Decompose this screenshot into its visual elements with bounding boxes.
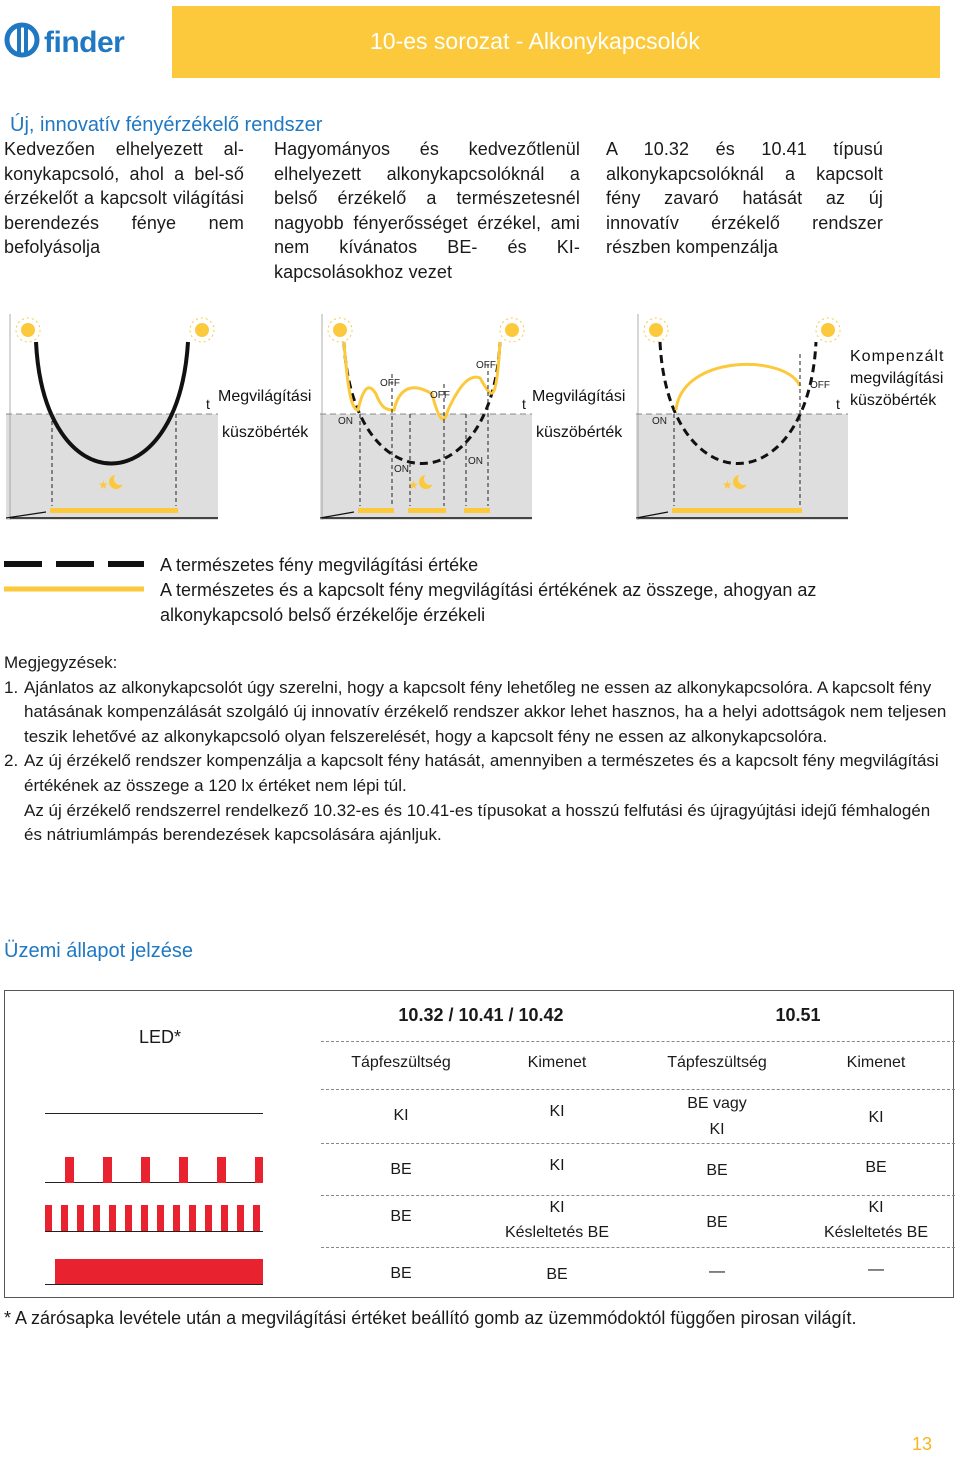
table-cell: BE [390, 1208, 412, 1225]
diagram-compensated-graph [636, 314, 848, 520]
table-cell: BE vagy [687, 1095, 747, 1112]
column-header: Kimenet [527, 1054, 587, 1071]
status-table [4, 990, 954, 1298]
note-text: Az új érzékelő rendszerrel rendelkező 10.32-es és 10.41-es típusokat a hosszú felfutási és újragyújtási idejű fémhalogén és nátriumlámpás berendezések kapcsolására ajánljuk. [24, 800, 931, 845]
led-on-indicator [45, 1284, 263, 1285]
on-label: ON [468, 456, 483, 467]
led-pulse [189, 1205, 196, 1231]
led-pulse [109, 1205, 116, 1231]
page-number: 13 [912, 1434, 933, 1454]
table-cell: KI [868, 1199, 884, 1216]
table-cell: Késleltetés BE [823, 1224, 929, 1241]
note-text: Ajánlatos az alkonykapcsolót úgy szerelni, hogy a kapcsolt fény lehetőleg ne essen az alkonykapcsolóra. A kapcsolt fény hatásának kompenzálását szolgáló új innovatív érzékelő rendszer akkor lehet hasznos, ha a helyi adottságok nem teljesen teszik lehetővé az alkonykapcsoló olyan felszerelését, hogy a kapcsolt fény ne essen az alkonykapcsolóra. [24, 677, 947, 746]
section-title-new-sensor: Új, innovatív fényérzékelő rendszer [10, 114, 323, 136]
led-pulse [237, 1205, 244, 1231]
sun-icon [816, 318, 840, 342]
table-divider [321, 1195, 955, 1196]
note-text: Az új érzékelő rendszer kompenzálja a kapcsolt fény hatását, amennyiben a természetes és a kapcsolt fény megvilágítási értékének az összege a 120 lx értéket nem lépi túl. [24, 751, 939, 795]
note-2 [4, 749, 948, 847]
logo-text: finder [44, 26, 125, 59]
table-cell: BE [706, 1162, 728, 1179]
led-pulse [157, 1205, 164, 1231]
diagram-conventional [320, 314, 626, 520]
led-pulse [141, 1205, 148, 1231]
led-pulse [103, 1157, 112, 1183]
led-pulse [179, 1157, 188, 1183]
column-header: Tápfeszültség [351, 1054, 451, 1071]
time-axis-label: t [206, 396, 210, 412]
threshold-label-line2: küszöbérték [222, 424, 309, 441]
led-pulse [255, 1157, 263, 1183]
table-cell: KI [549, 1199, 565, 1216]
notes [4, 651, 948, 848]
led-pulse [217, 1157, 226, 1183]
led-pulse [173, 1205, 180, 1231]
finder-logo-icon [4, 20, 40, 60]
threshold-label-line1: Kompenzált [850, 348, 945, 365]
column-favorable [4, 137, 244, 260]
threshold-label-line2: küszöbérték [536, 424, 623, 441]
led-pulse [45, 1205, 52, 1231]
table-cell: BE [390, 1161, 412, 1178]
table-cell: — [868, 1261, 884, 1278]
table-cell: BE [706, 1214, 728, 1231]
note-1 [4, 676, 948, 750]
footnote: * A zárósapka levétele után a megvilágítási értéket beállító gomb az üzemmódoktól függően pirosan világít. [4, 1308, 857, 1328]
finder-logo [4, 20, 164, 70]
svg-text:★: ★ [98, 478, 109, 492]
table-cell: KI [549, 1157, 565, 1174]
led-slow-blink-indicator [45, 1182, 263, 1183]
column-compensated-text: A 10.32 és 10.41 típusú alkonykapcsolóknál a kapcsolt fény zavaró hatását az új innovatív érzékelő rendszer részben kompenzálja [606, 139, 883, 258]
led-fast-blink-indicator [45, 1231, 263, 1232]
off-label: OFF [430, 390, 450, 401]
on-label: ON [652, 416, 667, 427]
note-number: 2. [4, 751, 19, 771]
column-conventional-text: Hagyományos és kedvezőtlenül elhelyezett alkonykapcsolóknál a belső érzékelő a természetesnél nagyobb fényerősséget érzékel, ami nem kívánatos BE- és KI-kapcsolásokhoz vezet [274, 139, 580, 282]
table-divider [321, 1089, 955, 1090]
table-cell: BE [390, 1265, 412, 1282]
led-pulse [125, 1205, 132, 1231]
header-bar [172, 6, 940, 78]
led-pulse [65, 1157, 74, 1183]
led-pulse [221, 1205, 228, 1231]
table-cell: Késleltetés BE [504, 1224, 610, 1241]
note-number: 1. [4, 677, 19, 697]
group-header-10-51: 10.51 [775, 1005, 821, 1025]
sun-icon [16, 318, 40, 342]
table-cell: KI [868, 1109, 884, 1126]
off-label: OFF [810, 380, 830, 391]
table-cell: KI [549, 1103, 565, 1120]
notes-title: Megjegyzések: [4, 653, 118, 672]
led-pulse [77, 1205, 84, 1231]
sun-icon [190, 318, 214, 342]
led-header: LED* [138, 1027, 182, 1047]
table-cell: KI [709, 1121, 725, 1138]
time-axis-label: t [836, 396, 840, 412]
table-divider [321, 1041, 955, 1042]
svg-text:★: ★ [408, 478, 419, 492]
table-cell: — [709, 1263, 725, 1280]
threshold-label-line3: küszöbérték [850, 392, 937, 409]
table-divider [321, 1143, 955, 1144]
column-favorable-text: Kedvezően elhelyezett al-konykapcsoló, ahol a bel-ső érzékelőt a kapcsolt világítási berendezés fénye nem befolyásolja [4, 139, 244, 258]
sun-icon [328, 318, 352, 342]
off-label: OFF [380, 378, 400, 389]
column-header: Kimenet [846, 1054, 906, 1071]
legend-yellow-line-text: A természetes és a kapcsolt fény megvilágítási értékének az összege, ahogyan az alkonykapcsoló belső érzékelője érzékeli [160, 580, 817, 625]
led-pulse [253, 1205, 260, 1231]
column-conventional [274, 137, 580, 285]
diagram-favorable-graph [6, 314, 218, 520]
diagram-compensated [636, 314, 945, 520]
legend-swatches [4, 556, 144, 596]
diagram-favorable [6, 314, 312, 520]
on-label: ON [338, 416, 353, 427]
table-cell: BE [865, 1159, 887, 1176]
led-off-indicator [45, 1113, 263, 1114]
section-title-status: Üzemi állapot jelzése [4, 940, 193, 962]
threshold-label-line1: Megvilágítási [532, 388, 626, 405]
svg-text:★: ★ [722, 478, 733, 492]
sun-icon [644, 318, 668, 342]
group-header-10-32: 10.32 / 10.41 / 10.42 [398, 1005, 564, 1025]
column-header: Tápfeszültség [667, 1054, 767, 1071]
column-compensated [606, 137, 883, 260]
sun-icon [500, 318, 524, 342]
threshold-label-line2: megvilágítási [850, 370, 944, 387]
time-axis-label: t [522, 396, 526, 412]
led-steady [55, 1259, 263, 1284]
table-cell: BE [546, 1266, 568, 1283]
table-divider [321, 1247, 955, 1248]
threshold-label-line1: Megvilágítási [218, 388, 312, 405]
table-cell: KI [393, 1107, 409, 1124]
on-label: ON [394, 464, 409, 475]
legend-black-line-text: A természetes fény megvilágítási értéke [160, 555, 479, 575]
led-pulse [93, 1205, 100, 1231]
off-label: OFF [476, 360, 496, 371]
led-pulse [141, 1157, 150, 1183]
led-pulse [205, 1205, 212, 1231]
led-pulse [61, 1205, 68, 1231]
page-title: 10-es sorozat - Alkonykapcsolók [370, 28, 700, 54]
